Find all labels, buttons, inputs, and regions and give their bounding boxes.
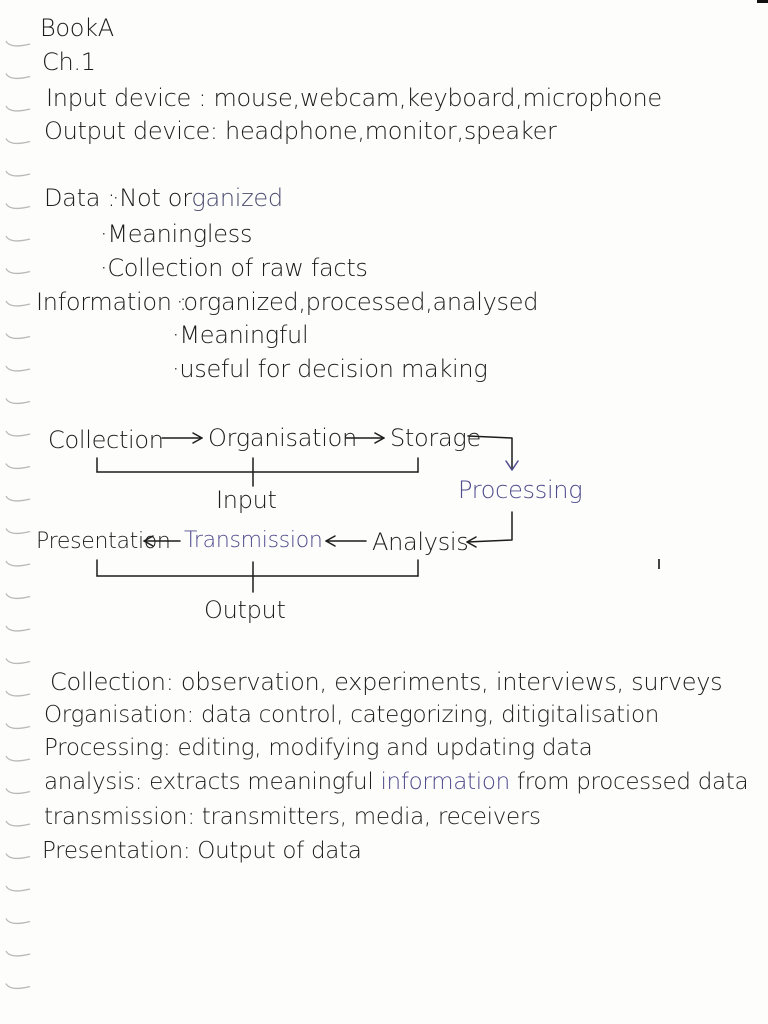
data-point-meaningless: ·Meaningless <box>100 220 253 248</box>
spiral-ring <box>6 756 30 761</box>
diagram-output: Output <box>204 596 286 624</box>
spiral-ring <box>6 854 30 859</box>
information-label: Information : <box>36 288 187 316</box>
output-device-line: Output device: headphone,monitor,speaker <box>44 117 557 145</box>
spiral-ring <box>6 984 30 989</box>
book-title: BookA <box>40 14 114 42</box>
info-point-decision-making: ·useful for decision making <box>172 355 488 383</box>
diagram-processing: Processing <box>458 476 583 504</box>
detail-analysis-start: analysis: extracts meaningful <box>44 769 381 795</box>
info-point-meaningful: ·Meaningful <box>172 321 309 349</box>
chapter-title: Ch.1 <box>42 48 96 76</box>
spiral-ring <box>6 691 30 696</box>
detail-transmission: transmission: transmitters, media, receivers <box>44 804 541 830</box>
info-point-organized: ·organized,processed,analysed <box>176 288 539 316</box>
diagram-storage: Storage <box>390 424 481 452</box>
detail-analysis-information: information <box>380 769 510 795</box>
detail-processing: Processing: editing, modifying and updating data <box>44 735 593 761</box>
spiral-ring <box>6 789 30 794</box>
data-point-organized-tail: ganized <box>191 184 283 212</box>
detail-analysis-end: from processed data <box>509 769 749 795</box>
diagram-collection: Collection <box>48 426 164 454</box>
spiral-ring <box>6 724 30 729</box>
spiral-ring <box>6 659 30 664</box>
data-point-not-or: ·Not or <box>112 184 192 212</box>
detail-analysis <box>44 771 748 794</box>
data-label: Data : <box>44 184 116 212</box>
spiral-ring <box>6 919 30 924</box>
diagram-input: Input <box>216 486 277 514</box>
detail-collection: Collection: observation, experiments, interviews, surveys <box>50 668 723 696</box>
spiral-ring <box>6 951 30 956</box>
diagram-analysis: Analysis <box>372 528 469 556</box>
spiral-ring <box>6 886 30 891</box>
data-point-raw-facts: ·Collection of raw facts <box>100 254 368 282</box>
spiral-ring <box>6 821 30 826</box>
diagram-transmission: Transmission <box>184 528 323 553</box>
detail-presentation: Presentation: Output of data <box>42 838 362 864</box>
diagram-organisation: Organisation <box>208 424 357 452</box>
detail-organisation: Organisation: data control, categorizing, ditigitalisation <box>44 702 659 728</box>
input-device-line: Input device : mouse,webcam,keyboard,microphone <box>46 84 662 112</box>
diagram-presentation: Presentation <box>36 529 171 554</box>
